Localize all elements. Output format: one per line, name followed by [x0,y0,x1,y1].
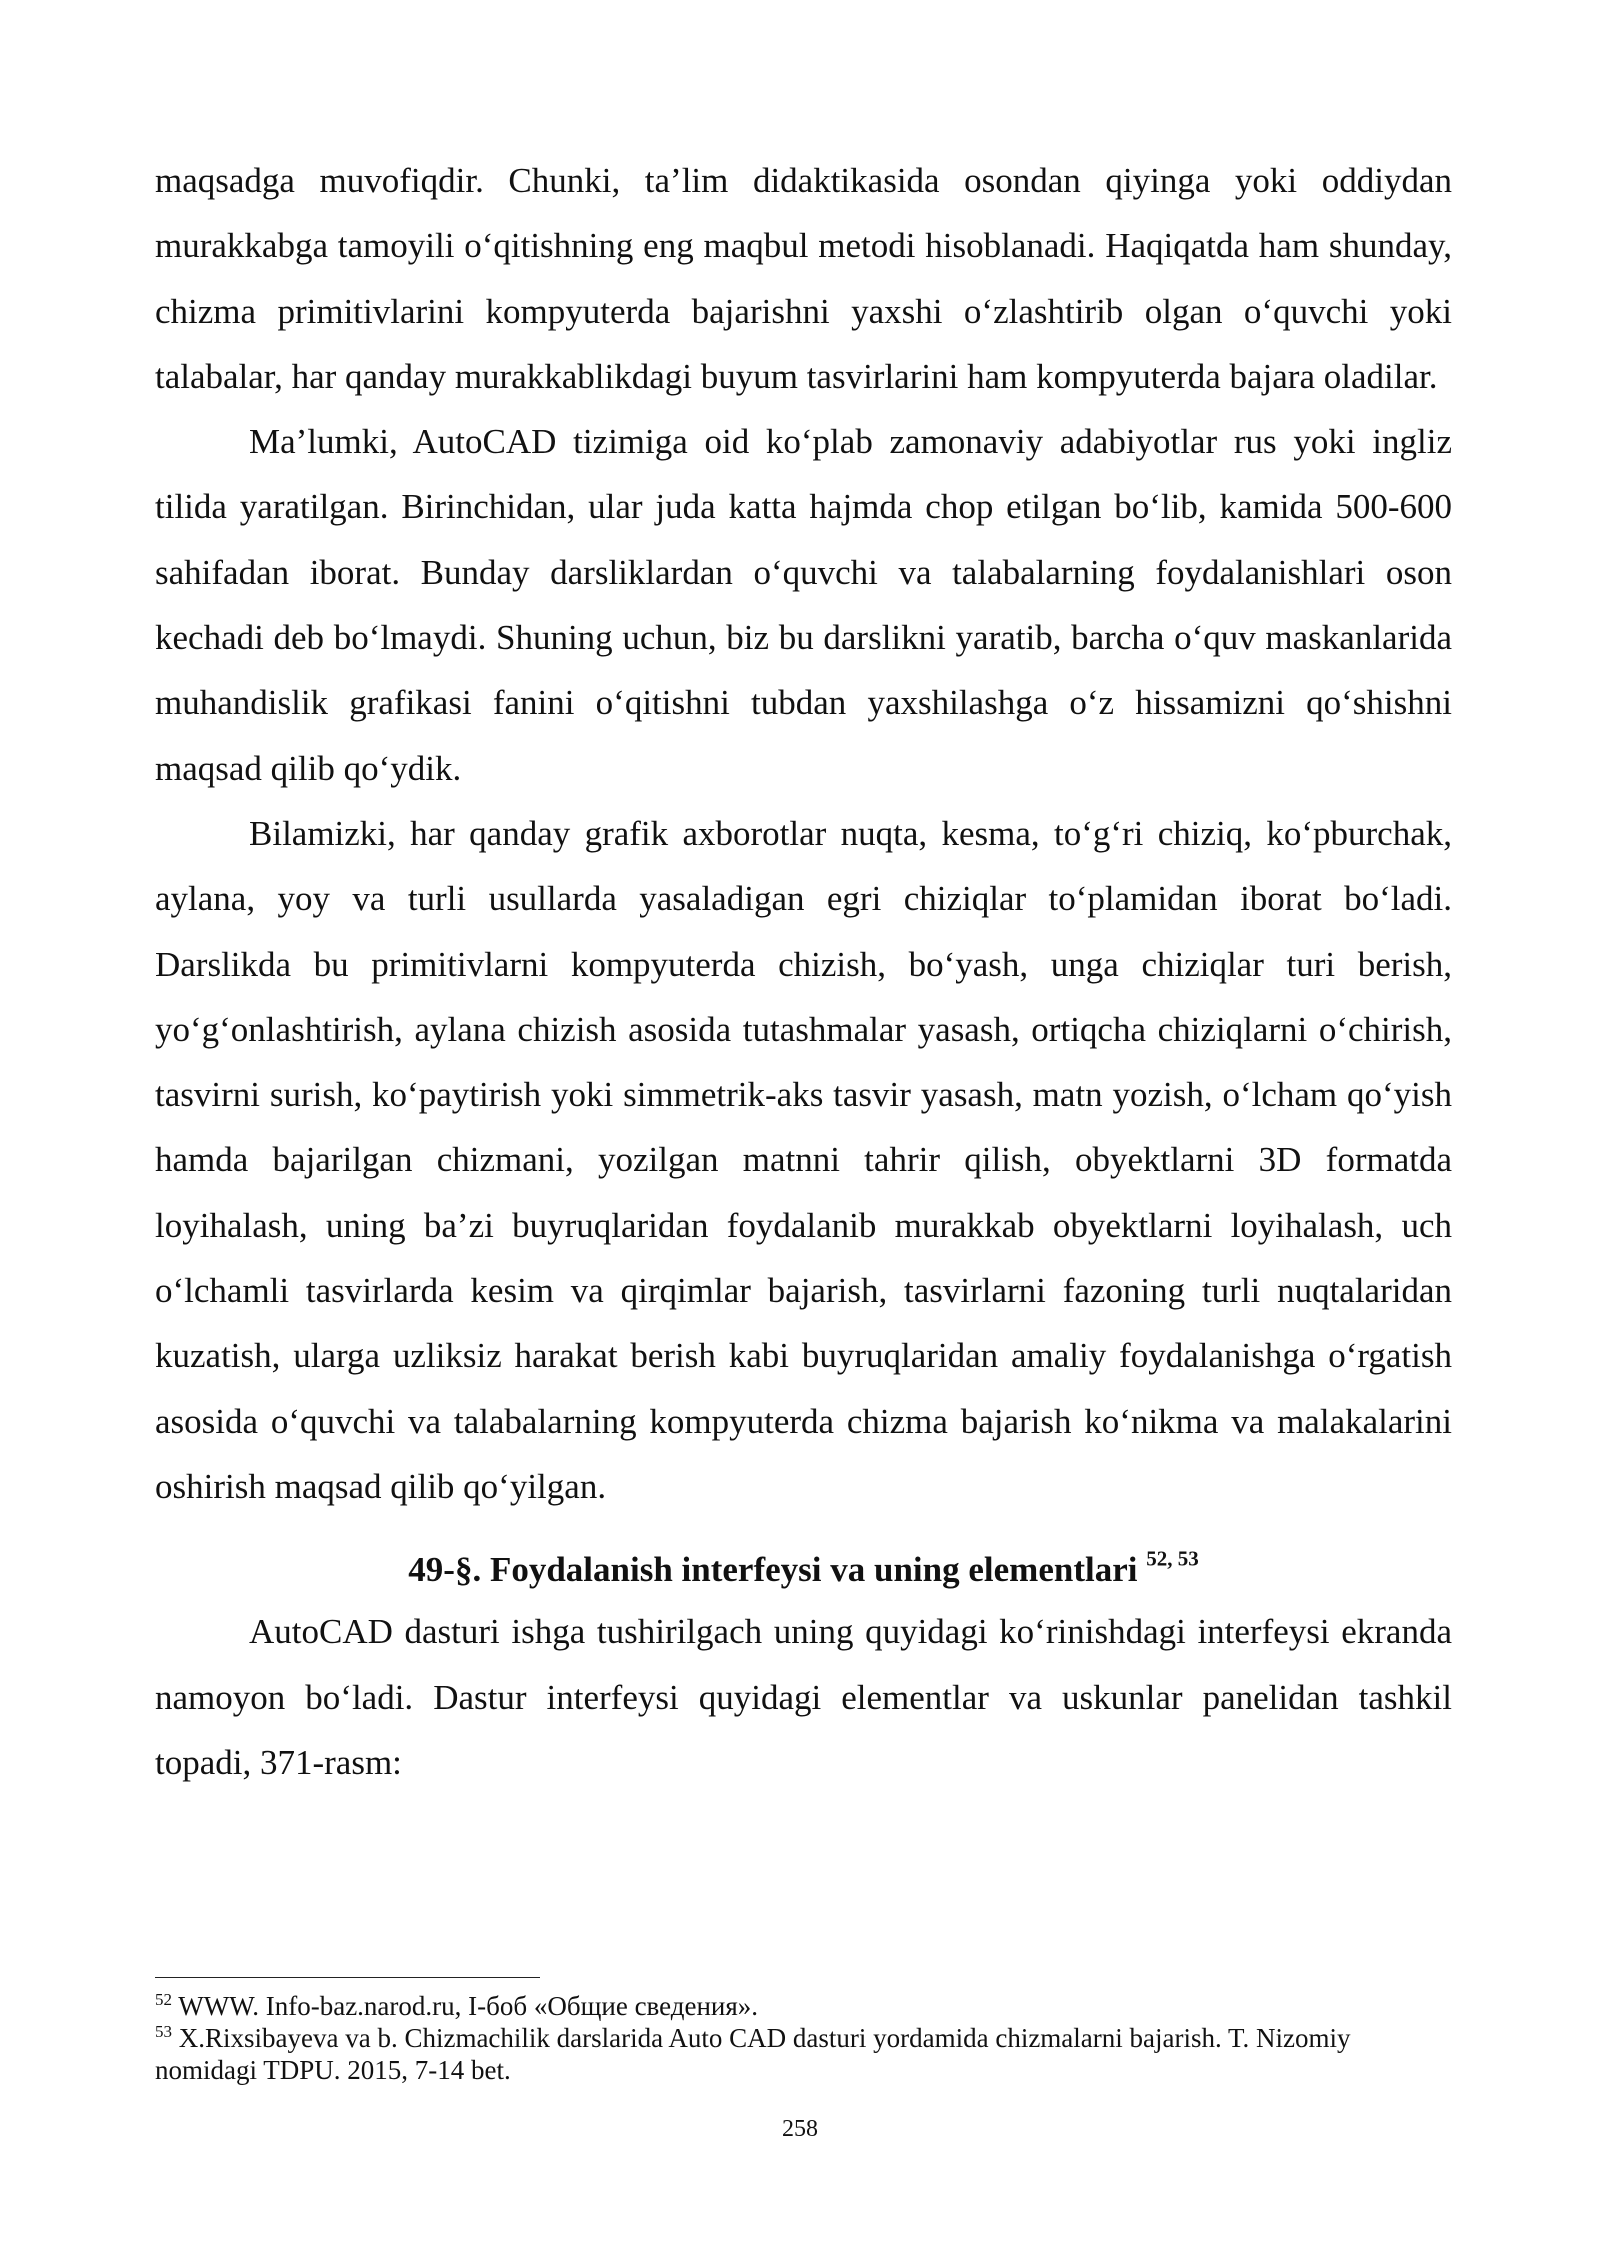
page-body [155,148,1452,1795]
body-paragraph: Bilamizki, har qanday grafik axborotlar nuqta, kesma, to‘g‘ri chiziq, ko‘pburchak, aylana, yoy va turli usullarda yasaladigan egri chiziqlar to‘plamidan iborat bo‘ladi. Darslikda bu primitivlarni kompyuterda chizish, bo‘yash, unga chiziqlar turi berish, yo‘g‘onlashtirish, aylana chizish asosida tutashmalar yasash, ortiqcha chiziqlarni o‘chirish, tasvirni surish, ko‘paytirish yoki simmetrik-aks tasvir yasash, matn yozish, o‘lcham qo‘yish hamda bajarilgan chizmani, yozilgan matnni tahrir qilish, obyektlarni 3D formatda loyihalash, uning ba’zi buyruqlaridan foydalanib murakkab obyektlarni loyihalash, uch o‘lchamli tasvirlarda kesim va qirqimlar bajarish, tasvirlarni fazoning turli nuqtalaridan kuzatish, ularga uzliksiz harakat berish kabi buyruqlaridan amaliy foydalanishga o‘rgatish asosida o‘quvchi va talabalarning kompyuterda chizma bajarish ko‘nikma va malakalarini oshirish maqsad qilib qo‘yilgan. [155,813,1452,1506]
footnote [155,1990,1452,2022]
footnote-separator [155,1977,540,1978]
body-paragraph: Ma’lumki, AutoCAD tizimiga oid ko‘plab zamonaviy adabiyotlar rus yoki ingliz tilida yaratilgan. Birinchidan, ular juda katta hajmda chop etilgan bo‘lib, kamida 500-600 sahifadan iborat. Bunday darsliklardan o‘quvchi va talabalarning foydalanishlari oson kechadi deb bo‘lmaydi. Shuning uchun, biz bu darslikni yaratib, barcha o‘quv maskanlarida muhandislik grafikasi fanini o‘qitishni tubdan yaxshilashga o‘z hissamizni qo‘shishni maqsad qilib qo‘ydik. [155,422,1452,788]
body-paragraph: AutoCAD dasturi ishga tushirilgach uning quyidagi ko‘rinishdagi interfeysi ekranda namoyon bo‘ladi. Dastur interfeysi quyidagi elementlar va uskunlar panelidan tashkil topadi, 371-rasm: [155,1612,1452,1782]
footnotes-section [155,1977,1452,2086]
footnote-number: 52 [155,1989,172,2009]
section-heading [155,1541,1452,1599]
body-paragraph: maqsadga muvofiqdir. Chunki, ta’lim didaktikasida osondan qiyinga yoki oddiydan murakkabga tamoyili o‘qitishning eng maqbul metodi hisoblanadi. Haqiqatda ham shunday, chizma primitivlarini kompyuterda bajarishni yaxshi o‘zlashtirib olgan o‘quvchi yoki talabalar, har qanday murakkablikdagi buyum tasvirlarini ham kompyuterda bajara oladilar. [155,161,1452,396]
footnote-reference[interactable]: 52, 53 [1146,1546,1199,1571]
footnote-text: WWW. Info-baz.narod.ru, I-боб «Общие сведения». [178,1991,759,2021]
footnote [155,2022,1452,2086]
footnote-text: X.Rixsibayeva va b. Chizmachilik darslarida Auto CAD dasturi yordamida chizmalarni bajarish. T. Nizomiy nomidagi TDPU. 2015, 7-14 bet. [155,2023,1351,2085]
page-number: 258 [782,2116,818,2142]
section-heading-text: 49-§. Foydalanish interfeysi va uning elementlari [408,1550,1138,1590]
footnote-number: 53 [155,2021,172,2041]
